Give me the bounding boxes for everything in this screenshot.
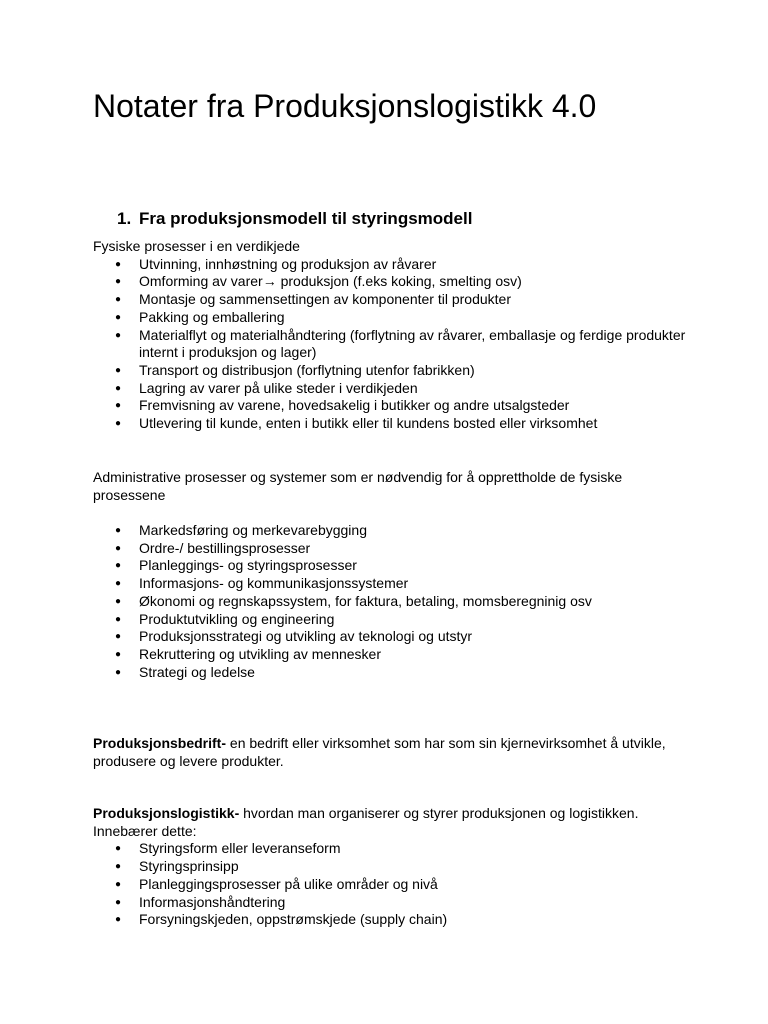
definition-text: hvordan man organiserer og styrer produksjonen og logistikken. [239,805,639,821]
definition-text: en bedrift eller virksomhet som har som sin kjernevirksomhet å utvikle, produsere og levere produkter. [93,735,666,769]
physical-processes-list [93,256,693,433]
list-item: ● Markedsføring og merkevarebygging [93,522,693,540]
list-item: ● Forsyningskjeden, oppstrømskjede (supply chain) [93,911,693,929]
definition-paragraph [93,805,693,823]
administrative-processes-list [93,522,693,681]
administrative-processes-intro: Administrative prosesser og systemer som er nødvendig for å opprettholde de fysiske prosessene [93,469,623,503]
definition-term: Produksjonsbedrift- [93,735,227,751]
definition-paragraph [93,735,693,770]
definition-followup: Innebærer dette: [93,822,197,839]
definition-produksjonslogistikk [93,805,693,929]
definition-term: Produksjonslogistikk- [93,805,240,821]
list-item: ● Produktutvikling og engineering [93,611,693,629]
administrative-processes-block [93,469,693,504]
list-item: ● Styringsform eller leveranseform [93,840,693,858]
list-item: ● Informasjonshåndtering [93,894,693,912]
list-item: ● Økonomi og regnskapssystem, for faktura, betaling, momsberegninig osv [93,593,693,611]
physical-processes-intro: Fysiske prosesser i en verdikjede [93,238,300,254]
list-item: ● Transport og distribusjon (forflytning utenfor fabrikken) [93,362,693,380]
section-heading-text: Fra produksjonsmodell til styringsmodell [139,209,473,228]
list-item: ● Utvinning, innhøstning og produksjon av råvarer [93,256,693,274]
definition-produksjonsbedrift [93,735,693,770]
list-item: ● Strategi og ledelse [93,664,693,682]
list-item: ● Utlevering til kunde, enten i butikk eller til kundens bosted eller virksomhet [93,415,693,433]
physical-processes-block [93,238,693,433]
list-item: ● Ordre-/ bestillingsprosesser [93,540,693,558]
list-item: ● Lagring av varer på ulike steder i verdikjeden [93,380,693,398]
produksjonslogistikk-list [93,840,693,929]
document-title: Notater fra Produksjonslogistikk 4.0 [93,88,597,124]
list-item: ● Rekruttering og utvikling av mennesker [93,646,693,664]
list-item: ● Fremvisning av varene, hovedsakelig i butikker og andre utsalgsteder [93,397,693,415]
section-heading [117,207,472,231]
list-item: ● Pakking og emballering [93,309,693,327]
list-item: ● Materialflyt og materialhåndtering (forflytning av råvarer, emballasje og ferdige produkter internt i produksjon og lager) [93,327,693,362]
list-item: ● Styringsprinsipp [93,858,693,876]
list-item: ● Produksjonsstrategi og utvikling av teknologi og utstyr [93,628,693,646]
administrative-list-block [93,522,693,681]
list-item: ● Informasjons- og kommunikasjonssystemer [93,575,693,593]
list-item: ● Planleggings- og styringsprosesser [93,557,693,575]
list-item: ● Planleggingsprosesser på ulike områder og nivå [93,876,693,894]
list-item: ● Omforming av varer→ produksjon (f.eks koking, smelting osv) [93,273,693,291]
section-number: 1. [117,209,132,228]
list-item: ● Montasje og sammensettingen av komponenter til produkter [93,291,693,309]
